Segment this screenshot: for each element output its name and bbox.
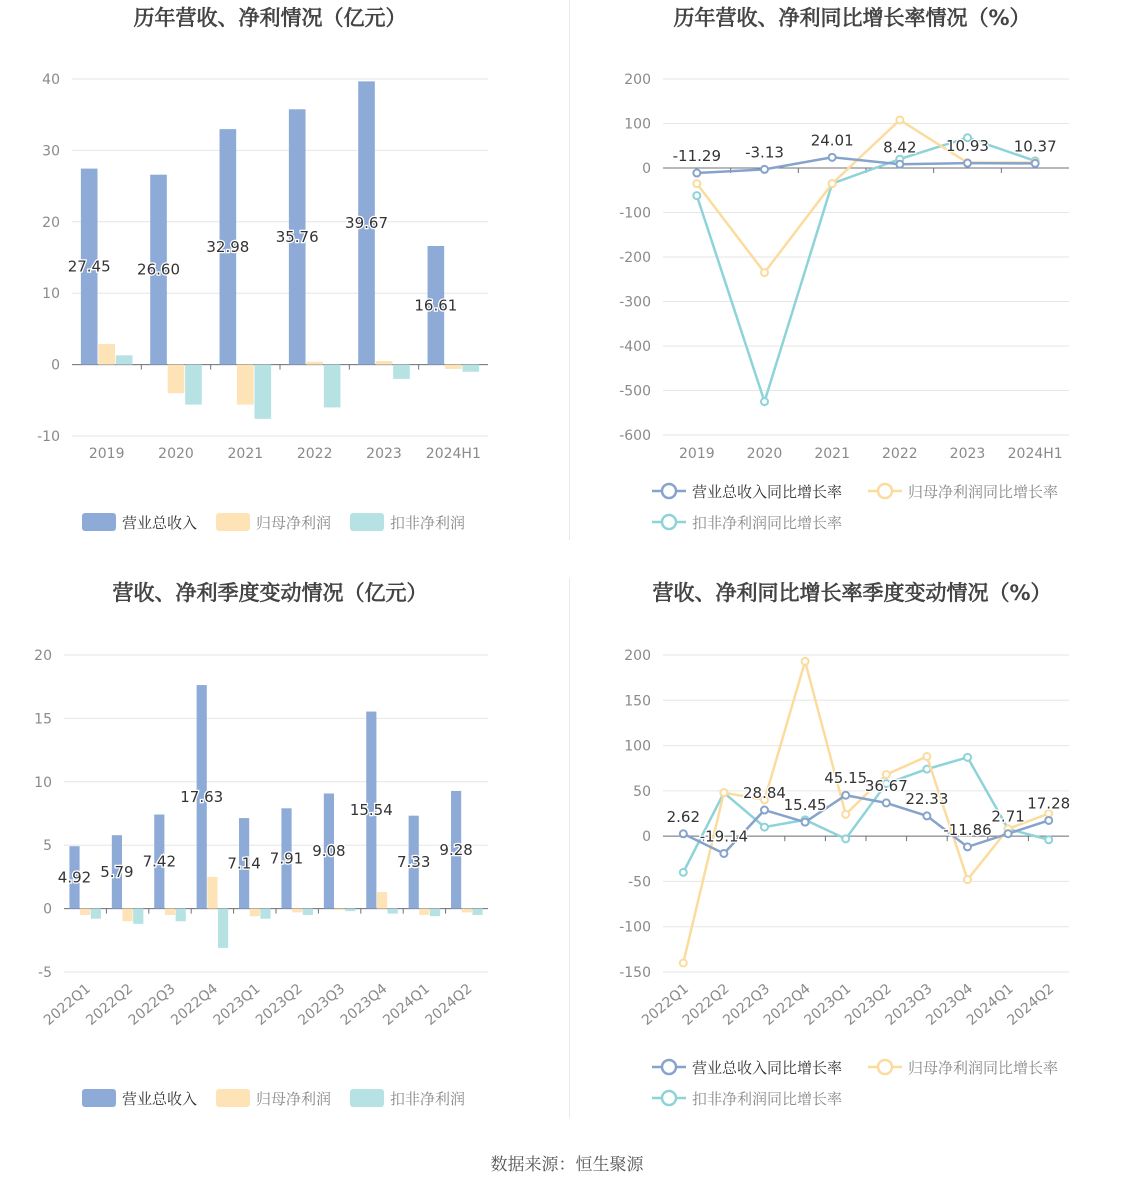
x-tick-label: 2022Q4 (760, 980, 814, 1029)
y-tick-label: -5 (38, 965, 52, 981)
point-value-label: -3.13 (745, 143, 784, 162)
quarterly-revenue-profit-chart (0, 575, 567, 1150)
bar-net-profit (335, 909, 345, 910)
data-point (680, 959, 687, 966)
data-point (693, 192, 700, 199)
y-tick-label: 15 (34, 711, 52, 728)
point-value-label: 17.28 (1027, 794, 1071, 813)
legend-marker (662, 484, 676, 498)
legend-label: 归母净利润 (256, 1090, 332, 1108)
x-tick-label: 2020 (746, 446, 783, 462)
data-point (720, 850, 727, 857)
y-tick-label: -10 (37, 429, 60, 445)
x-tick-label: 2023Q2 (842, 980, 895, 1029)
x-tick-label: 2022Q3 (720, 980, 774, 1029)
point-value-label: 36.67 (864, 776, 908, 795)
legend-marker (662, 515, 676, 529)
bar-value-label: 7.14 (227, 854, 261, 873)
x-tick-label: 2022Q1 (639, 980, 692, 1029)
y-tick-label: -100 (619, 919, 651, 936)
x-tick-label: 2022 (296, 446, 333, 462)
data-point (829, 180, 836, 187)
legend-swatch (82, 1089, 116, 1107)
chart-svg (567, 575, 1134, 1150)
legend-marker (878, 1060, 892, 1074)
data-point (964, 754, 971, 761)
bar-value-label: 7.91 (269, 849, 304, 868)
bar-net-profit (168, 365, 185, 394)
bar-deducted-profit (185, 365, 202, 405)
chart-title: 历年营收、净利同比增长率情况（%） (673, 6, 1031, 30)
legend-marker (662, 1060, 676, 1074)
x-tick-label: 2023Q4 (337, 980, 391, 1029)
bar-deducted-profit (345, 909, 355, 912)
data-point (761, 807, 768, 814)
x-tick-label: 2022Q1 (40, 980, 94, 1029)
x-tick-label: 2022Q2 (679, 980, 733, 1029)
data-point (802, 819, 809, 826)
data-point (680, 830, 687, 837)
bar-value-label: 27.45 (67, 257, 111, 276)
point-value-label: -11.29 (672, 147, 722, 166)
point-value-label: -19.14 (699, 827, 749, 846)
bar-deducted-profit (430, 909, 440, 917)
data-source-note: 数据来源：恒生聚源 (490, 1155, 644, 1175)
bar-value-label: 16.61 (414, 296, 458, 315)
data-point (896, 116, 903, 123)
chart-svg (0, 0, 567, 575)
point-value-label: 28.84 (743, 784, 786, 803)
bar-value-label: 26.60 (137, 260, 181, 279)
bar-value-label: 7.33 (397, 853, 431, 872)
y-tick-label: 200 (624, 648, 651, 664)
bar-deducted-profit (388, 909, 398, 914)
data-point (720, 789, 727, 796)
bar-value-label: 9.08 (312, 842, 346, 861)
x-tick-label: 2024Q1 (380, 980, 433, 1029)
data-point (896, 161, 903, 168)
x-tick-label: 2022Q3 (125, 980, 179, 1029)
point-value-label: 10.93 (946, 137, 989, 156)
data-point (680, 869, 687, 876)
data-point (964, 160, 971, 167)
legend-marker (878, 484, 892, 498)
bar-net-profit (207, 877, 217, 909)
x-tick-label: 2023Q1 (801, 980, 855, 1029)
bar-deducted-profit (116, 355, 133, 364)
annual-revenue-profit-chart (0, 0, 567, 575)
x-tick-label: 2023Q4 (923, 980, 977, 1029)
y-tick-label: -100 (619, 205, 651, 222)
legend-swatch (350, 513, 384, 531)
x-tick-label: 2023 (949, 446, 986, 462)
x-tick-label: 2023Q3 (882, 980, 936, 1029)
y-tick-label: -600 (619, 428, 651, 444)
data-point (1005, 830, 1012, 837)
data-point (923, 812, 930, 819)
bar-net-profit (376, 361, 393, 365)
data-point (1045, 817, 1052, 824)
y-tick-label: 50 (633, 783, 651, 800)
chart-title: 营收、净利季度变动情况（亿元） (112, 581, 428, 605)
bar-value-label: 35.76 (275, 227, 319, 246)
data-point (693, 170, 700, 177)
chart-title: 历年营收、净利情况（亿元） (133, 6, 407, 30)
bar-deducted-profit (260, 909, 270, 919)
x-tick-label: 2024Q1 (963, 980, 1017, 1029)
y-tick-label: -300 (619, 294, 651, 311)
x-tick-label: 2024Q2 (422, 980, 476, 1029)
x-tick-label: 2019 (679, 446, 715, 462)
y-tick-label: -400 (619, 339, 651, 355)
y-tick-label: 20 (34, 648, 52, 664)
point-value-label: 2.71 (991, 807, 1025, 826)
y-tick-label: 5 (43, 838, 52, 855)
legend-swatch (216, 513, 250, 531)
bar-value-label: 5.79 (100, 862, 134, 881)
data-point (1045, 836, 1052, 843)
y-tick-label: -200 (619, 250, 651, 266)
bar-net-profit (445, 365, 462, 369)
y-tick-label: 0 (51, 357, 60, 374)
legend-label: 扣非净利润同比增长率 (692, 514, 843, 532)
x-tick-label: 2024H1 (425, 446, 481, 462)
point-value-label: 15.45 (783, 796, 827, 815)
bar-deducted-profit (303, 909, 313, 915)
y-tick-label: 100 (624, 738, 651, 755)
x-tick-label: 2021 (814, 446, 850, 462)
data-point (842, 792, 849, 799)
data-point (883, 799, 890, 806)
legend-label: 营业总收入 (122, 1090, 198, 1108)
panel-divider-top (569, 0, 570, 540)
legend-label: 扣非净利润 (390, 514, 466, 532)
bar-net-profit (237, 365, 254, 405)
legend-label: 扣非净利润同比增长率 (692, 1090, 843, 1108)
y-tick-label: 10 (34, 774, 52, 791)
bar-value-label: 15.54 (349, 801, 393, 820)
legend-swatch (216, 1089, 250, 1107)
bar-net-profit (165, 909, 175, 915)
legend-label: 归母净利润同比增长率 (908, 483, 1059, 501)
chart-title: 营收、净利同比增长率季度变动情况（%） (652, 581, 1052, 605)
x-tick-label: 2023Q2 (252, 980, 306, 1029)
x-tick-label: 2022 (882, 446, 918, 462)
x-tick-label: 2024H1 (1007, 446, 1063, 462)
annual-growth-rate-chart (567, 0, 1134, 575)
bar-net-profit (80, 909, 90, 915)
bar-net-profit (123, 909, 133, 922)
legend-label: 营业总收入同比增长率 (692, 483, 843, 501)
x-tick-label: 2021 (227, 446, 264, 462)
y-tick-label: 100 (624, 116, 651, 133)
y-tick-label: 10 (42, 286, 60, 303)
data-point (802, 658, 809, 665)
x-tick-label: 2023Q3 (295, 980, 349, 1029)
bar-net-profit (306, 362, 323, 365)
data-point (761, 166, 768, 173)
y-tick-label: 200 (624, 72, 651, 88)
y-tick-label: 0 (642, 161, 651, 177)
data-point (964, 876, 971, 883)
bar-value-label: 17.63 (180, 787, 224, 806)
data-point (829, 154, 836, 161)
bar-deducted-profit (176, 909, 186, 922)
bar-deducted-profit (254, 365, 271, 419)
bar-deducted-profit (393, 365, 410, 379)
y-tick-label: 0 (43, 901, 52, 918)
bar-value-label: 9.28 (439, 840, 473, 859)
point-value-label: 2.62 (666, 807, 701, 826)
quarterly-growth-rate-chart (567, 575, 1134, 1150)
series-line (697, 138, 1035, 402)
data-point (923, 753, 930, 760)
x-tick-label: 2024Q2 (1004, 980, 1058, 1029)
x-tick-label: 2023 (366, 446, 402, 462)
bar-deducted-profit (218, 909, 228, 948)
bar-net-profit (292, 909, 302, 913)
data-point (842, 835, 849, 842)
chart-svg (0, 575, 567, 1150)
legend-swatch (82, 513, 116, 531)
legend-label: 归母净利润同比增长率 (908, 1059, 1059, 1077)
bar-net-profit (419, 909, 429, 915)
point-value-label: -11.86 (943, 820, 992, 839)
bar-deducted-profit (462, 365, 479, 372)
legend-marker (662, 1091, 676, 1105)
legend-swatch (350, 1089, 384, 1107)
bar-value-label: 7.42 (142, 852, 177, 871)
x-tick-label: 2020 (158, 446, 194, 462)
legend-label: 扣非净利润 (390, 1090, 466, 1108)
bar-deducted-profit (133, 909, 143, 924)
legend-label: 归母净利润 (256, 514, 332, 532)
y-tick-label: 20 (42, 214, 60, 231)
y-tick-label: -50 (628, 874, 651, 891)
data-point (842, 811, 849, 818)
x-tick-label: 2022Q4 (168, 980, 221, 1029)
data-point (761, 398, 768, 405)
bar-deducted-profit (324, 365, 341, 408)
bar-net-profit (377, 892, 387, 908)
x-tick-label: 2023Q1 (210, 980, 264, 1029)
data-point (761, 824, 768, 831)
bar-deducted-profit (472, 909, 482, 915)
data-point (964, 843, 971, 850)
legend-label: 营业总收入 (122, 514, 198, 532)
data-point (1032, 160, 1039, 167)
data-point (761, 269, 768, 276)
panel-divider-bottom (569, 578, 570, 1118)
chart-svg (567, 0, 1134, 575)
y-tick-label: 30 (42, 143, 60, 160)
bar-net-profit (250, 909, 260, 917)
point-value-label: 24.01 (810, 131, 854, 150)
y-tick-label: 0 (642, 829, 651, 846)
point-value-label: 22.33 (905, 789, 949, 808)
bar-value-label: 39.67 (345, 213, 389, 232)
x-tick-label: 2022Q2 (83, 980, 137, 1029)
bar-value-label: 32.98 (206, 237, 250, 256)
point-value-label: 45.15 (824, 769, 868, 788)
bar-deducted-profit (91, 909, 101, 919)
legend-label: 营业总收入同比增长率 (692, 1059, 843, 1077)
bar-value-label: 4.92 (57, 868, 92, 887)
data-point (693, 180, 700, 187)
y-tick-label: 40 (42, 72, 60, 88)
bar-net-profit (98, 344, 115, 365)
y-tick-label: 150 (624, 693, 651, 710)
point-value-label: 8.42 (883, 138, 917, 157)
y-tick-label: -500 (619, 383, 651, 400)
point-value-label: 10.37 (1013, 137, 1057, 156)
x-tick-label: 2019 (88, 446, 125, 462)
bar-net-profit (462, 909, 472, 913)
y-tick-label: -150 (619, 965, 651, 981)
